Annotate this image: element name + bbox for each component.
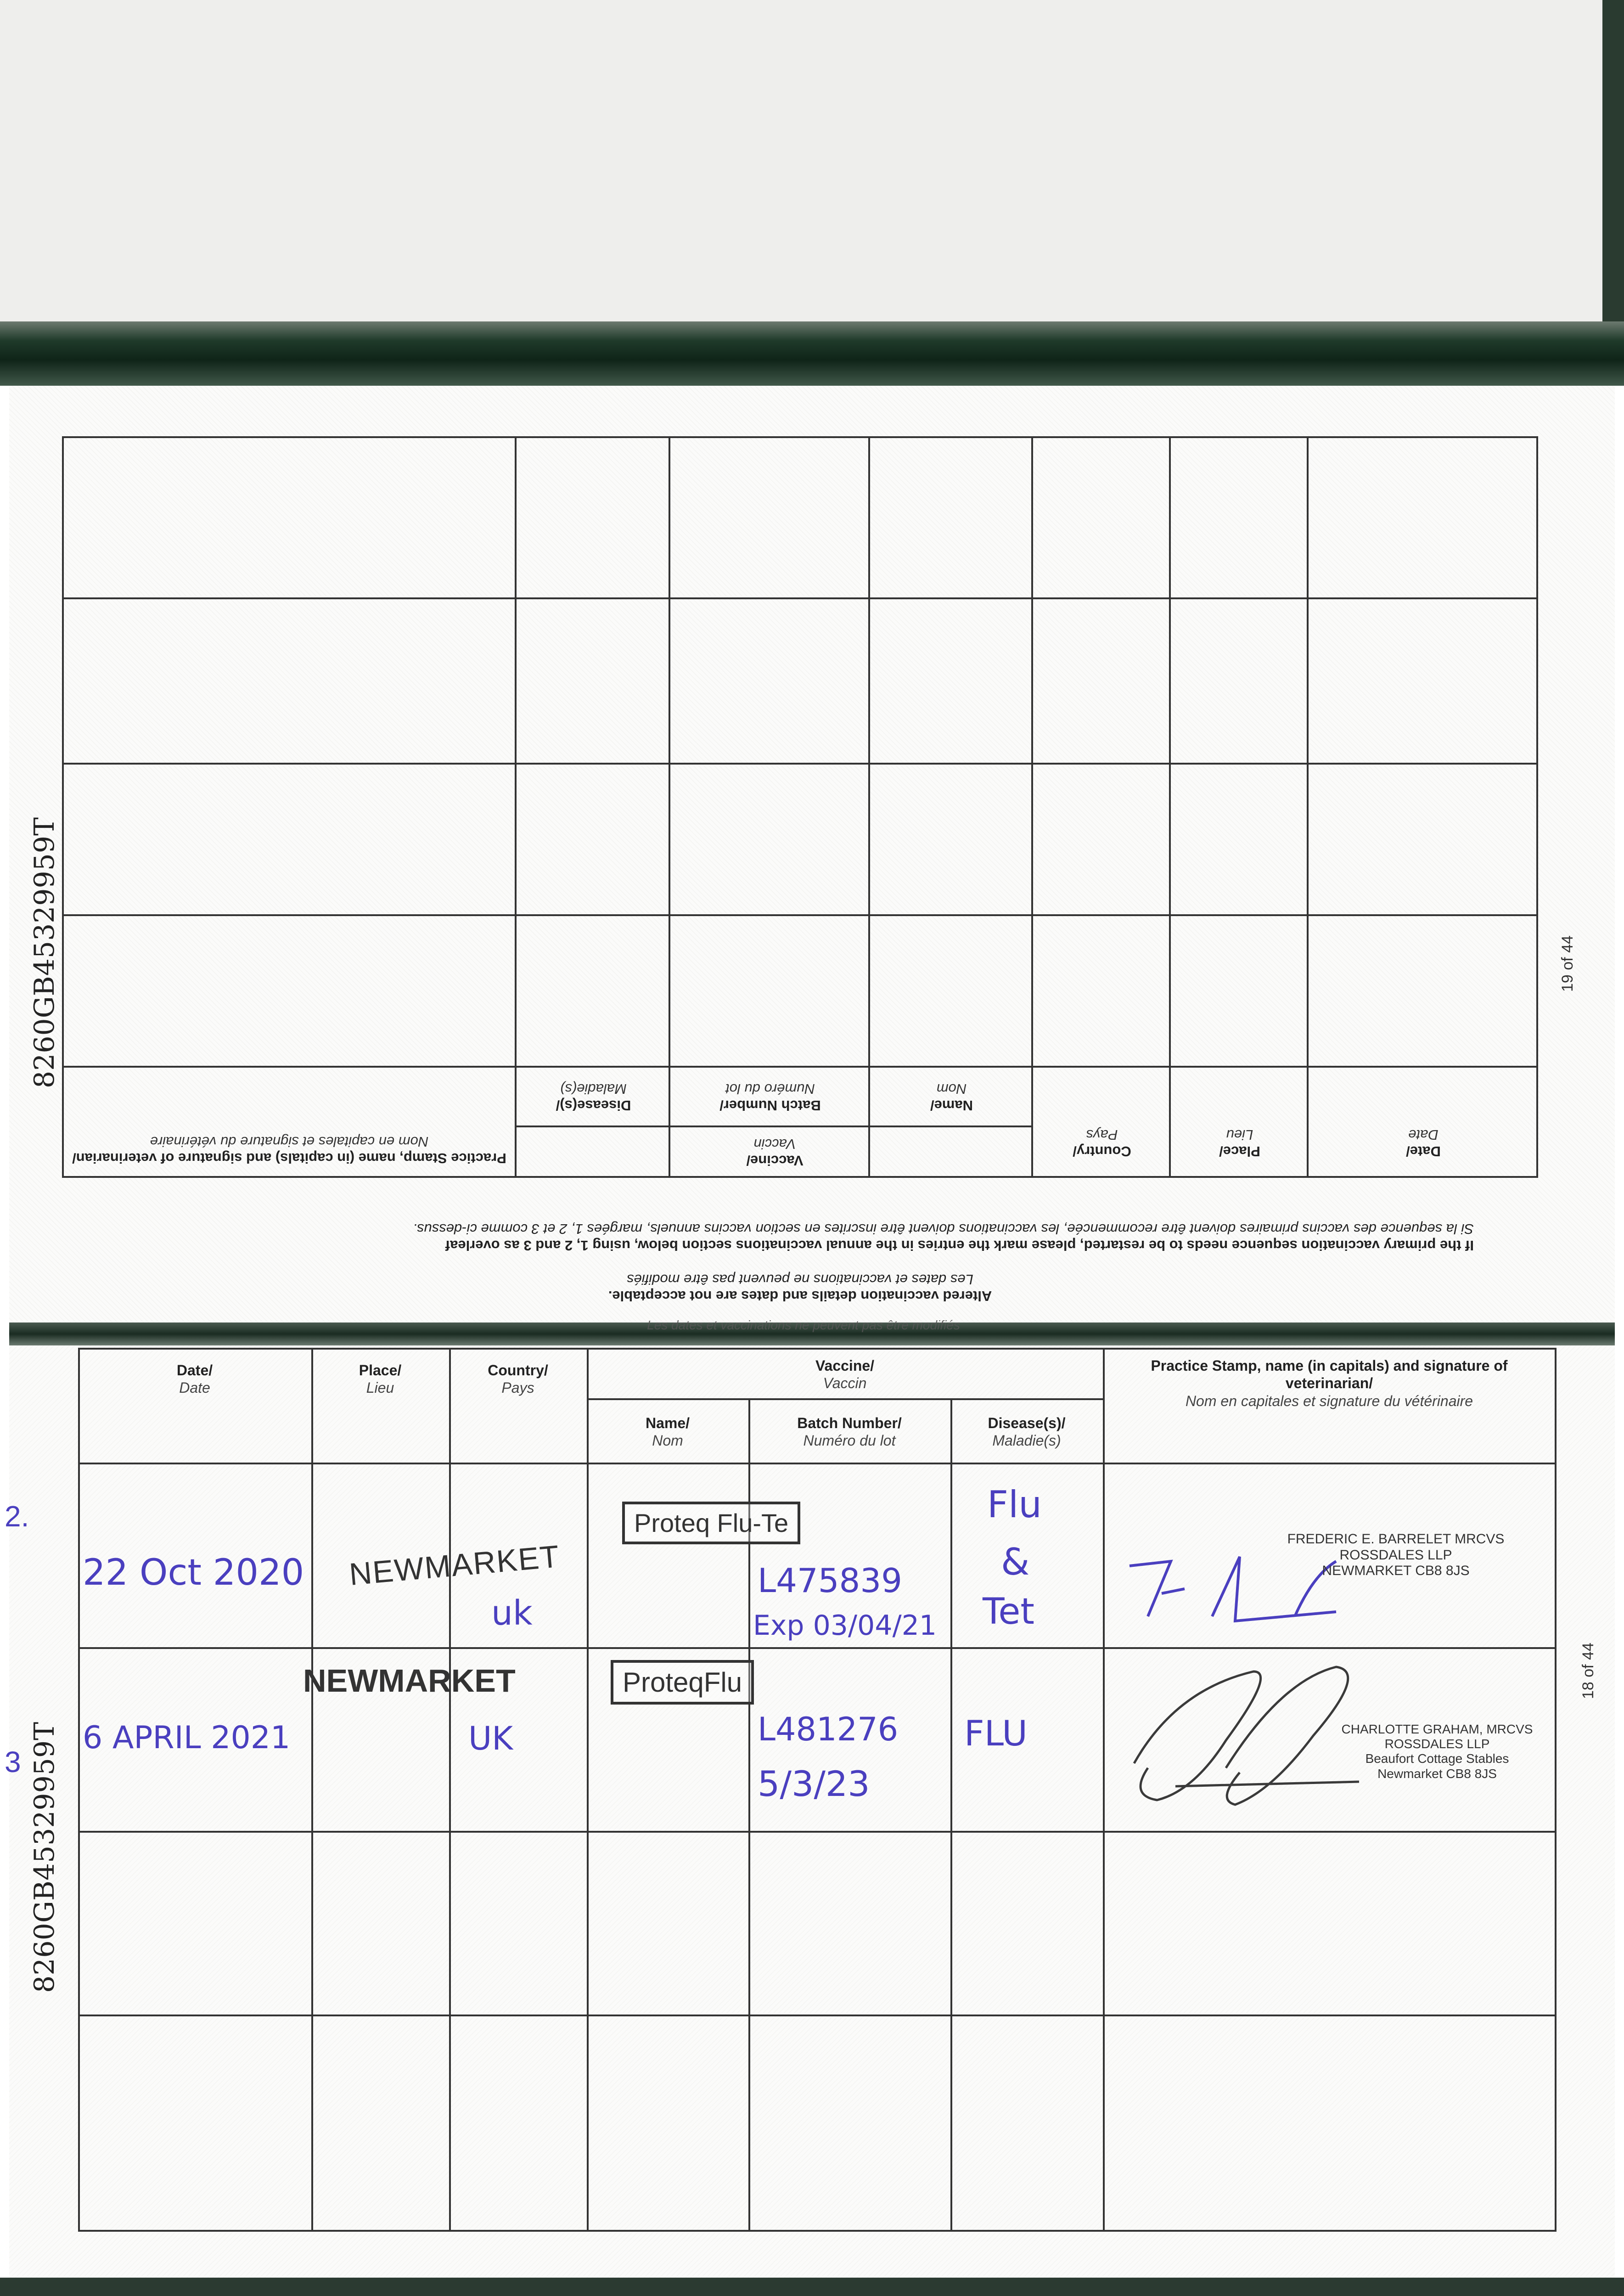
top-header-place: Place/ Lieu (1219, 1127, 1260, 1159)
header-vaccine-name: Name/ Nom (645, 1415, 690, 1449)
entry-2-margin-number: 3 (5, 1745, 21, 1778)
entry-2-vet-address-1: Beaufort Cottage Stables (1365, 1751, 1509, 1766)
entry-2-date: 6 APRIL 2021 (83, 1720, 291, 1756)
header-practice-stamp: Practice Stamp, name (in capitals) and signature of veterinarian/ Nom en capitales et signature du vétérinaire (1151, 1357, 1508, 1409)
altered-note: Altered vaccination details and dates are not acceptable. (608, 1288, 992, 1304)
bottom-page-number: 18 of 44 (1579, 1643, 1597, 1699)
entry-1-vet-name: FREDERIC E. BARRELET MRCVS (1287, 1531, 1505, 1547)
entry-1-country: uk (491, 1593, 533, 1633)
top-header-batch: Batch Number/ Numéro du lot (719, 1081, 821, 1114)
header-date: Date/ Date (176, 1362, 213, 1396)
header-place: Place/ Lieu (359, 1362, 402, 1396)
header-batch-number: Batch Number/ Numéro du lot (797, 1415, 902, 1449)
header-disease: Disease(s)/ Maladie(s) (988, 1415, 1066, 1449)
top-serial-number: 8260GB45329959T (28, 817, 61, 1088)
book-cover-bottom-edge (0, 2278, 1624, 2296)
restart-note: If the primary vaccination sequence needs to be restarted, please mark the entries in the annual vaccinations section below, using 1, 2 and 3 as overleaf (445, 1238, 1474, 1254)
entry-1-place-stamp: NEWMARKET (348, 1539, 562, 1592)
entry-2-vet-address-2: Newmarket CB8 8JS (1377, 1766, 1497, 1781)
book-cover-edge (1602, 0, 1624, 349)
restart-note-fr: Si la sequence des vaccins primaires doivent être recommencée, les vaccinations doivent être inscrites en section vaccins annuels, margées 1, 2 et 3 comme ci-dessus. (413, 1221, 1474, 1237)
top-header-date: Date/ Date (1406, 1127, 1441, 1159)
scanner-background (0, 0, 1624, 321)
entry-1-vaccine-stamp: Proteq Flu-Te (622, 1502, 800, 1544)
top-header-vaccine: Vaccine/ Vaccin (746, 1136, 804, 1169)
entry-2-expiry: 5/3/23 (758, 1763, 870, 1804)
top-header-stamp: Practice Stamp, name (in capitals) and signature of veterinarian/ Nom en capitales et signature du vétérinaire (72, 1134, 506, 1166)
top-vaccination-table (62, 436, 1538, 1178)
entry-2-batch: L481276 (758, 1711, 899, 1748)
top-header-name: Name/ Nom (930, 1081, 973, 1114)
top-header-country: Country/ Pays (1073, 1127, 1131, 1159)
entry-1-disease-tet: Tet (983, 1591, 1034, 1632)
header-vaccine: Vaccine/ Vaccin (815, 1357, 875, 1392)
entry-1-vet-stamp (1240, 1531, 1552, 1579)
entry-1-vet-practice: ROSSDALES LLP (1339, 1547, 1452, 1563)
entry-2-disease: FLU (964, 1713, 1028, 1754)
entry-1-expiry: Exp 03/04/21 (753, 1609, 937, 1642)
entry-1-disease-and: & (1001, 1541, 1030, 1583)
top-page-notes (62, 1189, 1538, 1309)
entry-1-margin-number: 2. (5, 1500, 29, 1533)
entry-1-vet-address: NEWMARKET CB8 8JS (1322, 1563, 1470, 1578)
entry-2-place-stamp: NEWMARKET (303, 1663, 516, 1699)
entry-1-batch: L475839 (758, 1561, 902, 1600)
entry-2-vet-practice: ROSSDALES LLP (1384, 1737, 1490, 1751)
altered-note-fr: Les dates et vaccinations ne peuvent pas être modifiés (627, 1272, 973, 1288)
entry-2-vet-stamp (1309, 1722, 1566, 1781)
header-country: Country/ Pays (488, 1362, 548, 1396)
entry-1-disease-flu: Flu (987, 1483, 1042, 1526)
book-spine (0, 321, 1624, 386)
entry-2-vet-name: CHARLOTTE GRAHAM, MRCVS (1341, 1722, 1533, 1736)
faded-header-note: Les dates et vaccinations ne peuvent pas être modifiés (647, 1318, 960, 1332)
top-header-disease: Disease(s)/ Maladie(s) (556, 1081, 631, 1114)
top-page-number: 19 of 44 (1559, 935, 1576, 992)
entry-2-vaccine-stamp: ProteqFlu (611, 1660, 754, 1705)
entry-2-country: UK (468, 1720, 513, 1757)
entry-1-date: 22 Oct 2020 (83, 1552, 304, 1593)
bottom-serial-number: 8260GB45329959T (28, 1722, 61, 1993)
